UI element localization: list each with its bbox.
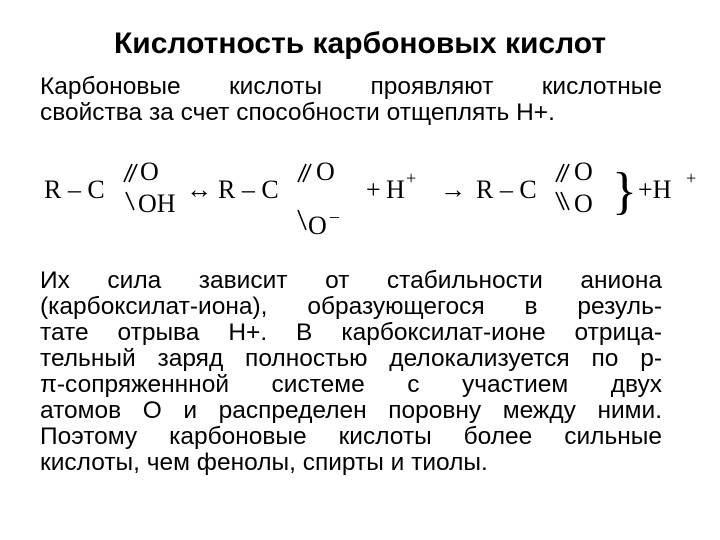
- body-line: кислоты, чем фенолы, спирты и тиолы.: [40, 449, 488, 476]
- anion-negative-charge: –: [330, 206, 339, 226]
- body-line: тельный заряд полностью делокализуется по p-: [40, 345, 662, 372]
- delocalization-brace: }: [612, 163, 637, 220]
- resonance-lower-oxygen: O: [574, 189, 593, 218]
- anion-carbonyl-oxygen: O: [316, 157, 335, 186]
- reaction-arrow: →: [440, 175, 466, 204]
- acid-r-c: R – C: [44, 175, 105, 204]
- intro-line: свойства за счет способности отщеплять Н+.: [40, 99, 555, 126]
- dissociation-equation: [40, 152, 720, 248]
- final-proton-charge: +: [686, 168, 697, 188]
- acid-hydroxyl: OH: [138, 189, 176, 218]
- body-line: Их сила зависит от стабильности аниона: [40, 267, 662, 294]
- anion-oxygen: O: [308, 211, 327, 240]
- acid-carbonyl-oxygen: O: [140, 157, 159, 186]
- intro-paragraph: [40, 74, 662, 126]
- resonance-upper-oxygen: O: [574, 157, 593, 186]
- body-line: атомов О и распределен поровну между ними.: [40, 397, 662, 424]
- body-line: π-сопряженнной системе с участием двух: [40, 371, 662, 398]
- anion-r-c: R – C: [218, 175, 279, 204]
- body-line: (карбоксилат-иона), образующегося в резуль-: [40, 293, 662, 320]
- intro-line: Карбоновые кислоты проявляют кислотные: [40, 73, 662, 100]
- proton-charge: +: [406, 168, 417, 188]
- resonance-r-c: R – C: [476, 175, 537, 204]
- final-h: +H: [638, 175, 672, 204]
- anion-single-bond: [298, 210, 306, 230]
- slide-title: Кислотность карбоновых кислот: [113, 27, 607, 60]
- plus-sign: +: [366, 175, 381, 204]
- proton-h: H: [386, 175, 405, 204]
- equilibrium-arrow: ↔: [186, 175, 212, 204]
- body-paragraph: [40, 268, 662, 476]
- body-line: тате отрыва Н+. В карбоксилат-ионе отрица-: [40, 319, 662, 346]
- body-line: Поэтому карбоновые кислоты более сильные: [40, 423, 662, 450]
- acid-single-bond: [126, 192, 134, 210]
